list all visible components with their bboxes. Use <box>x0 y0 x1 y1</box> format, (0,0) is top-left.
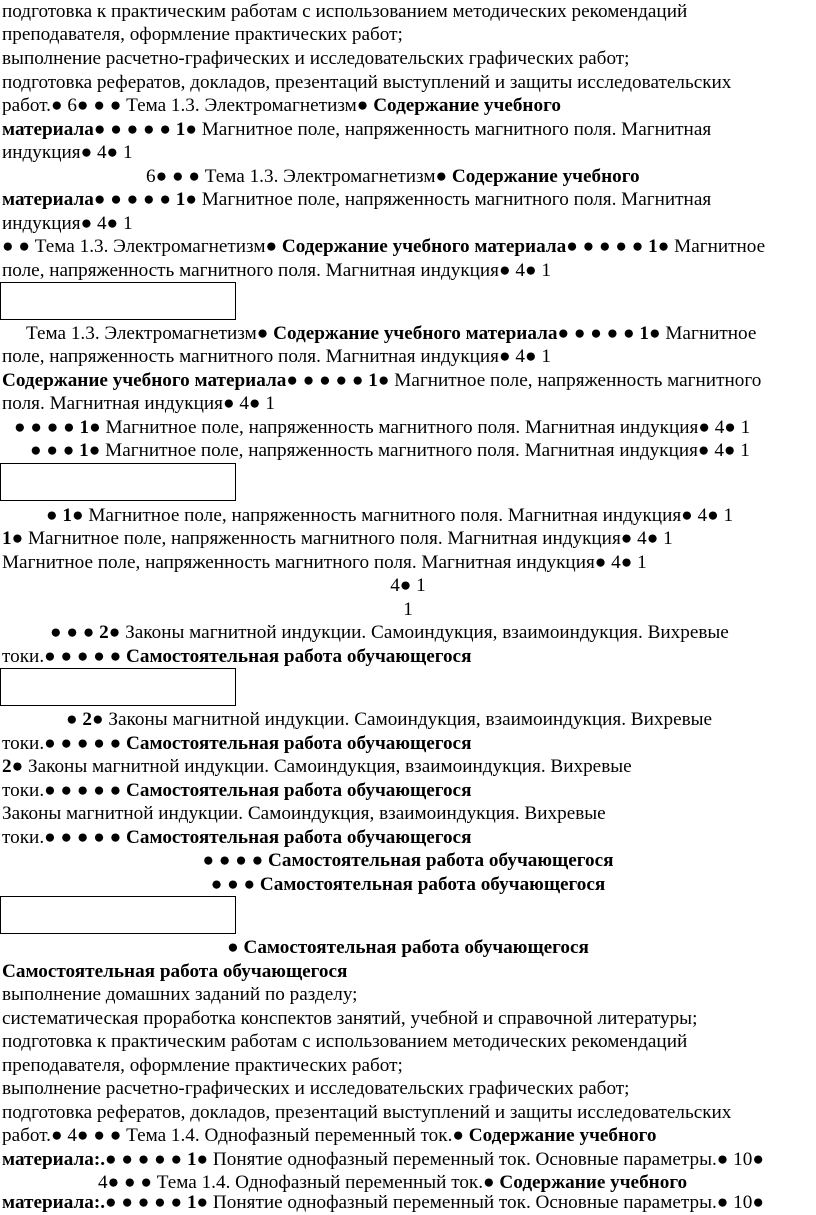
text-line: преподавателя, оформление практических работ; <box>2 24 403 45</box>
empty-box <box>0 463 236 501</box>
text-line: токи.● ● ● ● ● Самостоятельная работа обучающегося <box>2 780 472 801</box>
text-line: ● ● ● 2● Законы магнитной индукции. Самоиндукция, взаимоиндукция. Вихревые <box>50 622 729 643</box>
text-line: ● ● ● ● Самостоятельная работа обучающегося <box>202 850 614 871</box>
text-line: поле, напряженность магнитного поля. Магнитная индукция● 4● 1 <box>2 260 551 281</box>
text-line: преподавателя, оформление практических работ; <box>2 1055 403 1076</box>
empty-box <box>0 668 236 706</box>
text-line: материала:.● ● ● ● ● 1● Понятие однофазный переменный ток. Основные параметры.● 10● <box>2 1192 764 1213</box>
text-line: подготовка рефератов, докладов, презентаций выступлений и защиты исследовательских <box>2 72 732 93</box>
text-line: ● 1● Магнитное поле, напряженность магнитного поля. Магнитная индукция● 4● 1 <box>46 505 734 526</box>
text-line: работ.● 6● ● ● Тема 1.3. Электромагнетизм● Содержание учебного <box>2 95 561 116</box>
text-line: токи.● ● ● ● ● Самостоятельная работа обучающегося <box>2 827 472 848</box>
empty-box <box>0 282 236 320</box>
text-line: выполнение расчетно-графических и исследовательских графических работ; <box>2 48 630 69</box>
text-line: 4● 1 <box>390 575 426 596</box>
text-line: Тема 1.3. Электромагнетизм● Содержание учебного материала● ● ● ● ● 1● Магнитное <box>26 323 757 344</box>
text-line: работ.● 4● ● ● Тема 1.4. Однофазный переменный ток.● Содержание учебного <box>2 1125 657 1146</box>
text-line: ● Самостоятельная работа обучающегося <box>227 937 589 958</box>
text-line: подготовка к практическим работам с использованием методических рекомендаций <box>2 1031 688 1052</box>
text-line: подготовка рефератов, докладов, презентаций выступлений и защиты исследовательских <box>2 1102 732 1123</box>
text-line: токи.● ● ● ● ● Самостоятельная работа обучающегося <box>2 733 472 754</box>
text-line: материала● ● ● ● ● 1● Магнитное поле, напряженность магнитного поля. Магнитная <box>2 189 712 210</box>
text-line: выполнение домашних заданий по разделу; <box>2 984 358 1005</box>
text-line: подготовка к практическим работам с использованием методических рекомендаций <box>2 1 688 22</box>
text-line: ● ● ● Самостоятельная работа обучающегося <box>210 874 606 895</box>
text-line: 6● ● ● Тема 1.3. Электромагнетизм● Содержание учебного <box>146 166 640 187</box>
text-line: индукция● 4● 1 <box>2 142 133 163</box>
text-line: 1● Магнитное поле, напряженность магнитного поля. Магнитная индукция● 4● 1 <box>2 528 673 549</box>
empty-box <box>0 896 236 934</box>
text-line: ● ● ● 1● Магнитное поле, напряженность магнитного поля. Магнитная индукция● 4● 1 <box>30 440 750 461</box>
text-line: Содержание учебного материала● ● ● ● ● 1● Магнитное поле, напряженность магнитного <box>2 370 762 391</box>
text-line: Самостоятельная работа обучающегося <box>2 961 348 982</box>
text-line: поле, напряженность магнитного поля. Магнитная индукция● 4● 1 <box>2 346 551 367</box>
text-line: ● 2● Законы магнитной индукции. Самоиндукция, взаимоиндукция. Вихревые <box>66 709 713 730</box>
text-line: поля. Магнитная индукция● 4● 1 <box>2 393 275 414</box>
text-line: ● ● ● ● 1● Магнитное поле, напряженность магнитного поля. Магнитная индукция● 4● 1 <box>14 417 751 438</box>
text-line: материала● ● ● ● ● 1● Магнитное поле, напряженность магнитного поля. Магнитная <box>2 119 712 140</box>
text-line: выполнение расчетно-графических и исследовательских графических работ; <box>2 1078 630 1099</box>
text-line: Магнитное поле, напряженность магнитного поля. Магнитная индукция● 4● 1 <box>2 552 647 573</box>
text-line: 1 <box>403 599 413 620</box>
text-line: 4● ● ● Тема 1.4. Однофазный переменный ток.● Содержание учебного <box>98 1172 688 1193</box>
text-line: 2● Законы магнитной индукции. Самоиндукция, взаимоиндукция. Вихревые <box>2 756 632 777</box>
text-line: материала:.● ● ● ● ● 1● Понятие однофазный переменный ток. Основные параметры.● 10● <box>2 1149 764 1170</box>
text-line: индукция● 4● 1 <box>2 213 133 234</box>
text-line: систематическая проработка конспектов занятий, учебной и справочной литературы; <box>2 1008 698 1029</box>
text-line: токи.● ● ● ● ● Самостоятельная работа обучающегося <box>2 646 472 667</box>
text-line: ● ● Тема 1.3. Электромагнетизм● Содержание учебного материала● ● ● ● ● 1● Магнитное <box>2 236 766 257</box>
text-line: Законы магнитной индукции. Самоиндукция, взаимоиндукция. Вихревые <box>2 803 606 824</box>
